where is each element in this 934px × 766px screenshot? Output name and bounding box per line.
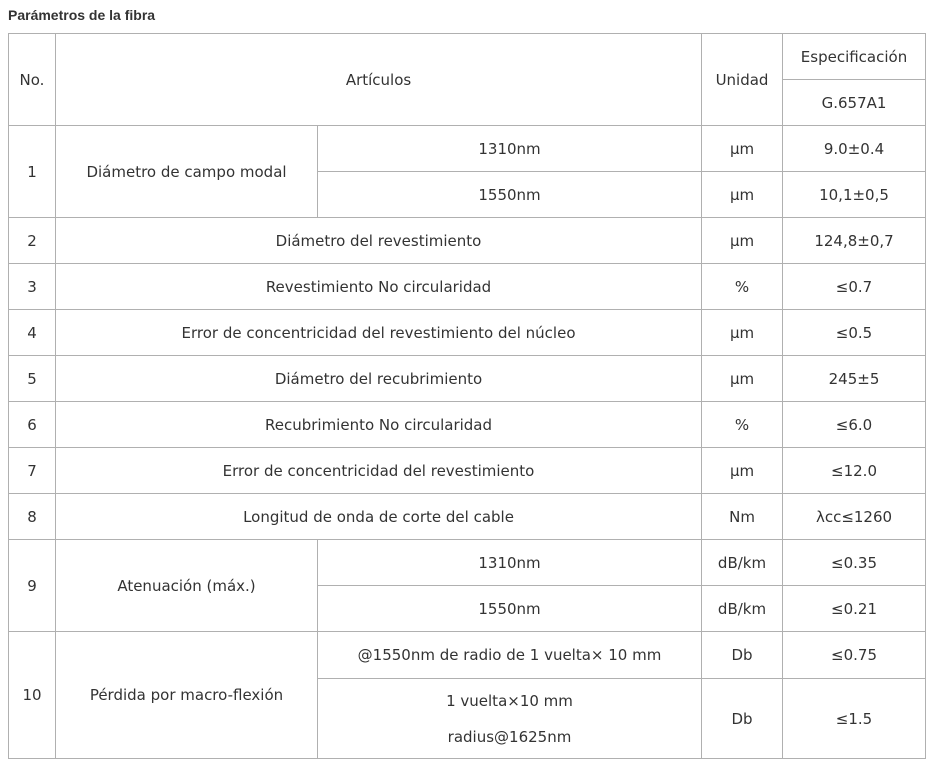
row-item: Revestimiento No circularidad [56, 264, 702, 310]
row-no: 9 [9, 540, 56, 632]
page-title: Parámetros de la fibra [8, 7, 156, 23]
row-item: Longitud de onda de corte del cable [56, 494, 702, 540]
row-item: Error de concentricidad del revestimiento del núcleo [56, 310, 702, 356]
header-unidad: Unidad [702, 34, 783, 126]
row-sub-label [318, 679, 702, 759]
row-value: ≤0.75 [783, 632, 926, 679]
table-row [9, 540, 926, 586]
row-sub-label-line1: 1 vuelta×10 mm [446, 691, 573, 710]
row-item: Atenuación (máx.) [56, 540, 318, 632]
row-value: ≤0.5 [783, 310, 926, 356]
row-unit: μm [702, 126, 783, 172]
row-item: Diámetro del recubrimiento [56, 356, 702, 402]
row-sub-label-line2: radius@1625nm [447, 727, 572, 746]
row-item: Recubrimiento No circularidad [56, 402, 702, 448]
row-no: 7 [9, 448, 56, 494]
row-unit: dB/km [702, 586, 783, 632]
row-value: ≤0.7 [783, 264, 926, 310]
row-sub-label: 1550nm [318, 586, 702, 632]
row-value: λcc≤1260 [783, 494, 926, 540]
row-value: ≤1.5 [783, 679, 926, 759]
row-no: 5 [9, 356, 56, 402]
row-sub-label: @1550nm de radio de 1 vuelta× 10 mm [318, 632, 702, 679]
row-no: 1 [9, 126, 56, 218]
row-sub-label: 1310nm [318, 126, 702, 172]
row-value: 9.0±0.4 [783, 126, 926, 172]
row-unit: Db [702, 632, 783, 679]
row-unit: μm [702, 448, 783, 494]
header-grade: G.657A1 [783, 80, 926, 126]
row-no: 3 [9, 264, 56, 310]
table-row [9, 264, 926, 310]
row-unit: Db [702, 679, 783, 759]
table-row [9, 310, 926, 356]
row-value: 124,8±0,7 [783, 218, 926, 264]
header-row [9, 34, 926, 80]
row-no: 8 [9, 494, 56, 540]
header-no: No. [9, 34, 56, 126]
table-row [9, 448, 926, 494]
row-item: Diámetro de campo modal [56, 126, 318, 218]
row-sub-label: 1550nm [318, 172, 702, 218]
row-unit: μm [702, 356, 783, 402]
row-unit: dB/km [702, 540, 783, 586]
row-value: 10,1±0,5 [783, 172, 926, 218]
row-no: 10 [9, 632, 56, 759]
row-value: ≤0.35 [783, 540, 926, 586]
row-no: 4 [9, 310, 56, 356]
table-row [9, 402, 926, 448]
row-sub-label: 1310nm [318, 540, 702, 586]
table-row [9, 494, 926, 540]
row-unit: % [702, 402, 783, 448]
row-unit: Nm [702, 494, 783, 540]
row-value: ≤12.0 [783, 448, 926, 494]
row-value: ≤6.0 [783, 402, 926, 448]
fiber-parameters-table [8, 33, 926, 759]
header-articulos: Artículos [56, 34, 702, 126]
table-row [9, 356, 926, 402]
table-row [9, 126, 926, 172]
table-row [9, 632, 926, 679]
row-item: Error de concentricidad del revestimiento [56, 448, 702, 494]
row-item: Pérdida por macro-flexión [56, 632, 318, 759]
row-unit: μm [702, 310, 783, 356]
header-especificacion: Especificación [783, 34, 926, 80]
row-no: 2 [9, 218, 56, 264]
row-no: 6 [9, 402, 56, 448]
row-unit: μm [702, 218, 783, 264]
row-unit: % [702, 264, 783, 310]
row-unit: μm [702, 172, 783, 218]
row-item: Diámetro del revestimiento [56, 218, 702, 264]
row-value: ≤0.21 [783, 586, 926, 632]
table-row [9, 218, 926, 264]
row-value: 245±5 [783, 356, 926, 402]
